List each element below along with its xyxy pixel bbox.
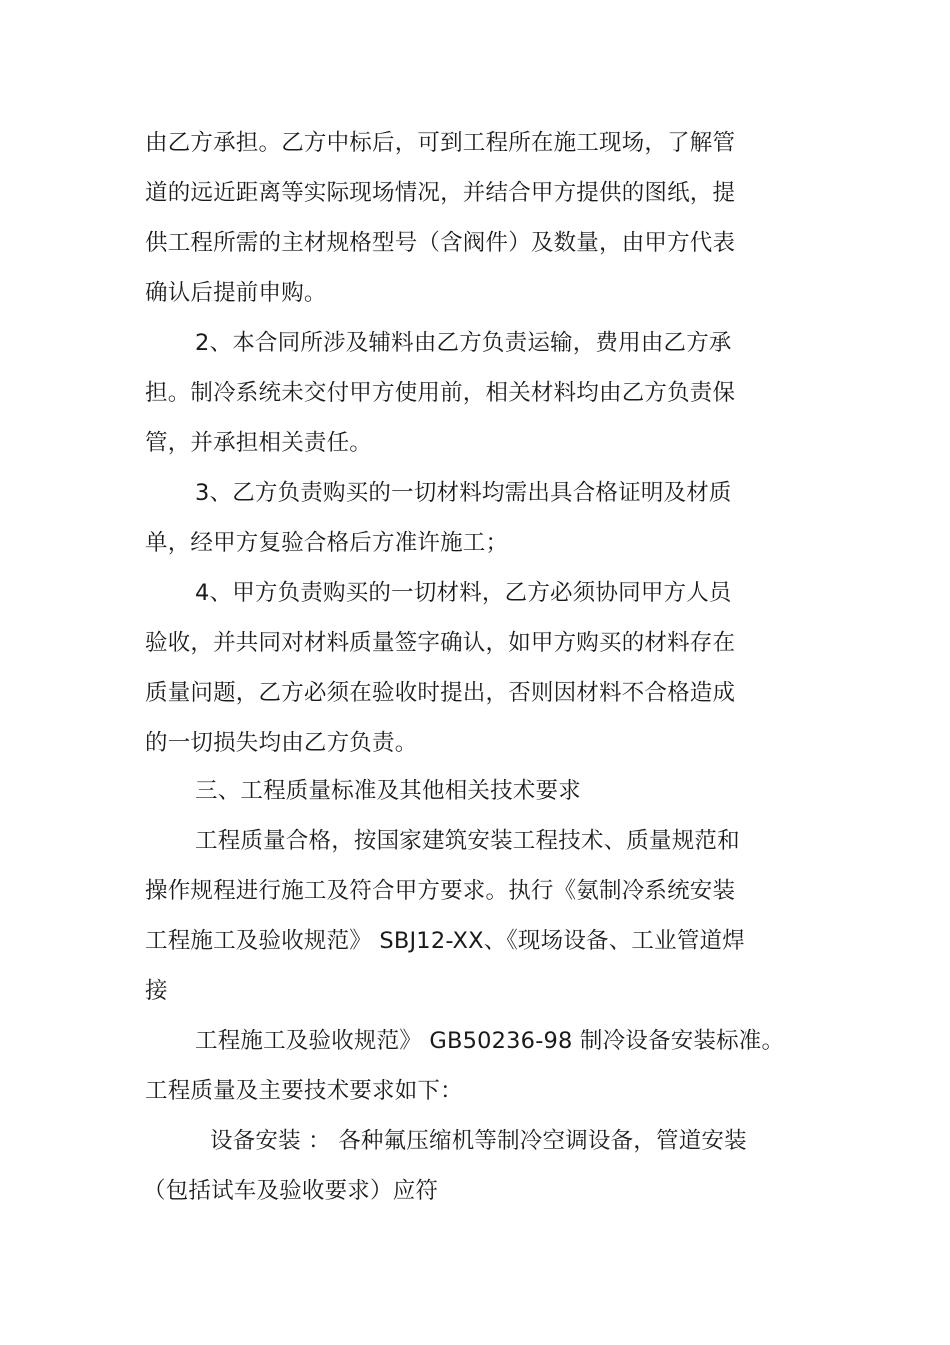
paragraph-line: （包括试车及验收要求）应符 xyxy=(143,1178,439,1204)
paragraph-line: 确认后提前申购。 xyxy=(145,280,327,306)
paragraph-line: 工程施工及验收规范》 SBJ12-XX、《现场设备、工业管道焊 xyxy=(145,928,745,954)
paragraph-line: 质量问题，乙方必须在验收时提出，否则因材料不合格造成 xyxy=(145,680,736,706)
paragraph-line: 验收，并共同对材料质量签字确认，如甲方购买的材料存在 xyxy=(145,630,736,656)
paragraph-line: 由乙方承担。乙方中标后，可到工程所在施工现场，了解管 xyxy=(145,130,736,156)
paragraph-line: 操作规程进行施工及符合甲方要求。执行《氨制冷系统安装 xyxy=(145,878,736,904)
paragraph-line: 工程质量合格，按国家建筑安装工程技术、质量规范和 xyxy=(195,828,740,854)
paragraph-line: 3、乙方负责购买的一切材料均需出具合格证明及材质 xyxy=(195,480,732,506)
paragraph-line: 担。制冷系统未交付甲方使用前，相关材料均由乙方负责保 xyxy=(145,380,736,406)
paragraph-line: 供工程所需的主材规格型号（含阀件）及数量，由甲方代表 xyxy=(145,230,736,256)
paragraph-line: 接 xyxy=(145,978,168,1004)
paragraph-line: 2、本合同所涉及辅料由乙方负责运输，费用由乙方承 xyxy=(195,330,732,356)
paragraph-line: 的一切损失均由乙方负责。 xyxy=(145,730,418,756)
paragraph-line: 设备安装 ： 各种氟压缩机等制冷空调设备，管道安装 xyxy=(210,1128,747,1154)
paragraph-line: 工程施工及验收规范》 GB50236-98 制冷设备安装标准。 xyxy=(195,1028,785,1054)
paragraph-line: 单，经甲方复验合格后方准许施工； xyxy=(145,530,509,556)
paragraph-line: 管，并承担相关责任。 xyxy=(145,430,373,456)
paragraph-line: 道的远近距离等实际现场情况，并结合甲方提供的图纸，提 xyxy=(145,180,736,206)
section-heading: 三、工程质量标准及其他相关技术要求 xyxy=(195,778,581,804)
paragraph-line: 4、甲方负责购买的一切材料，乙方必须协同甲方人员 xyxy=(195,580,732,606)
paragraph-line: 工程质量及主要技术要求如下： xyxy=(145,1078,463,1104)
